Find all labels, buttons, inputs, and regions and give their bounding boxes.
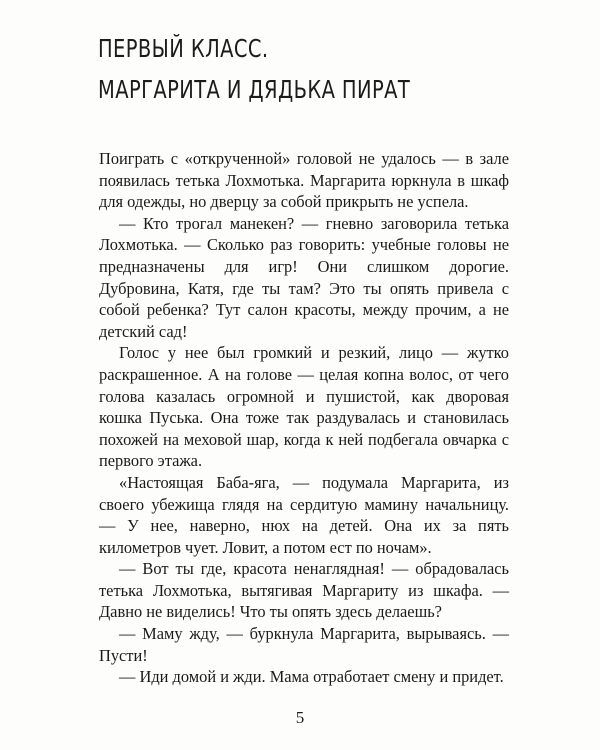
chapter-title-line-2: МАРГАРИТА И ДЯДЬКА ПИРАТ xyxy=(98,75,411,104)
paragraph: Голос у нее был громкий и резкий, лицо — жутко раскрашенное. А на голове — целая копна волос, от чего голова казалась огромной и пушистой, как дворовая кошка Пуська. Она тоже так раздувалась и становилась похожей на меховой шар, когда к ней подбегала овчарка с первого этажа. xyxy=(99,343,509,471)
paragraph: — Вот ты где, красота ненаглядная! — обрадовалась тетька Лохмотька, вытягивая Маргариту из шкафа. — Давно не виделись! Что ты опять здесь делаешь? xyxy=(99,559,509,622)
chapter-title-line-1: ПЕРВЫЙ КЛАСС. xyxy=(98,34,269,63)
paragraph: — Кто трогал манекен? — гневно заговорила тетька Лохмотька. — Сколько раз говорить: учебные головы не предназначены для игр! Они слишком дорогие. Дубровина, Катя, где ты там? Это ты опять привела с собой ребенка? Тут салон красоты, между прочим, а не детский сад! xyxy=(99,213,509,341)
paragraph: «Настоящая Баба-яга, — подумала Маргарита, из своего убежища глядя на сердитую мамину начальницу. — У нее, наверно, нюх на детей. Она их за пять километров чует. Ловит, а потом ест по ночам». xyxy=(99,472,509,557)
paragraph: — Маму жду, — буркнула Маргарита, вырываясь. — Пусти! xyxy=(99,624,509,665)
body-text xyxy=(99,148,509,688)
chapter-title xyxy=(98,28,410,110)
paragraph: — Иди домой и жди. Мама отработает смену и придет. xyxy=(119,667,504,687)
page-number: 5 xyxy=(295,708,305,727)
paragraph: Поиграть с «открученной» головой не удалось — в зале появилась тетька Лохмотька. Маргарита юркнула в шкаф для одежды, но дверцу за собой прикрыть не успела. xyxy=(99,149,509,212)
